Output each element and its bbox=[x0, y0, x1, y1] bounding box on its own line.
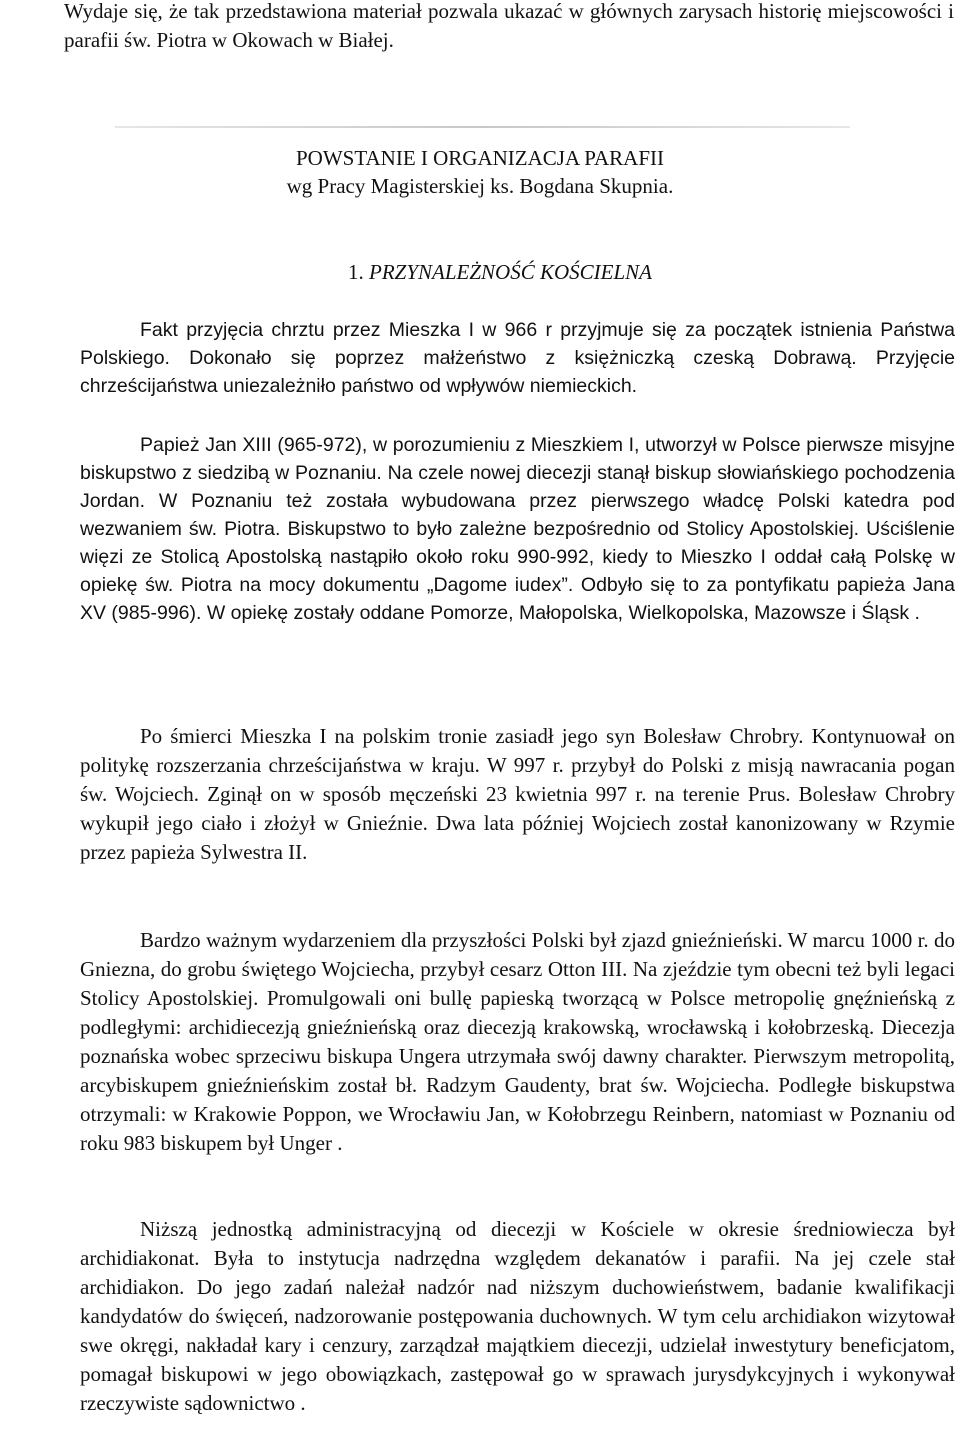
paragraph-1: Fakt przyjęcia chrztu przez Mieszka I w 966 r przyjmuje się za początek istnienia Państwa Polskiego. Dokonało się poprzez małżeństwo z księżniczką czeską Dobrawą. Przyjęcie chrześcijaństwa uniezależniło państwo od wpływów niemieckich. bbox=[80, 319, 955, 397]
paragraph-4: Bardzo ważnym wydarzeniem dla przyszłości Polski był zjazd gnieźnieński. W marcu 1000 r. do Gniezna, do grobu świętego Wojciecha, przybył cesarz Otton III. Na zjeździe tym obecni też byli legaci Stolicy Apostolskiej. Promulgowali oni bullę papieską tworzącą w Polsce metropolię gnęźnieńską z podległymi: archidiecezją gnieźnieńską oraz diecezją krakowską, wrocławską i kołobrzeską. Diecezja poznańska wobec sprzeciwu biskupa Ungera utrzymała swój dawny charakter. Pierwszym metropolitą, arcybiskupem gnieźnieńskim został bł. Radzym Gaudenty, brat św. Wojciecha. Podległe biskupstwa otrzymali: w Krakowie Poppon, we Wrocławiu Jan, w Kołobrzegu Reinbern, natomiast w Poznaniu od roku 983 biskupem był Unger . bbox=[80, 928, 955, 1155]
paragraph-3: Po śmierci Mieszka I na polskim tronie zasiadł jego syn Bolesław Chrobry. Kontynuował on politykę rozszerzania chrześcijaństwa w kraju. W 997 r. przybył do Polski z misją nawracania pogan św. Wojciech. Zginął on w sposób męczeński 23 kwietnia 997 r. na terenie Prus. Bolesław Chrobry wykupił jego ciało i złożył w Gnieźnie. Dwa lata później Wojciech został kanonizowany w Rzymie przez papieża Sylwestra II. bbox=[80, 724, 955, 864]
intro-paragraph: Wydaje się, że tak przedstawiona materiał pozwala ukazać w głównych zarysach historię miejscowości i parafii św. Piotra w Okowach w Białej. bbox=[64, 0, 954, 52]
section-heading bbox=[0, 258, 960, 286]
section-title: PRZYNALEŻNOŚĆ KOŚCIELNA bbox=[369, 260, 652, 284]
section-number: 1. bbox=[348, 260, 364, 284]
paragraph-2: Papież Jan XIII (965-972), w porozumieniu z Mieszkiem I, utworzył w Polsce pierwsze misyjne biskupstwo z siedzibą w Poznaniu. Na czele nowej diecezji stanął biskup słowiańskiego pochodzenia Jordan. W Poznaniu też została wybudowana przez pierwszego władcę Polski katedra pod wezwaniem św. Piotra. Biskupstwo to było zależne bezpośrednio od Stolicy Apostolskiej. Uściślenie więzi ze Stolicą Apostolską nastąpiło około roku 990-992, kiedy to Mieszko I oddał całą Polskę w opiekę św. Piotra na mocy dokumentu „Dagome iudex”. Odbyło się to za pontyfikatu papieża Jana XV (985-996). W opiekę zostały oddane Pomorze, Małopolska, Wielkopolska, Mazowsze i Śląsk . bbox=[80, 434, 955, 624]
paragraph-5: Niższą jednostką administracyjną od diecezji w Kościele w okresie średniowiecza był archidiakonat. Była to instytucja nadrzędna względem dekanatów i parafii. Na jej czele stał archidiakon. Do jego zadań należał nadzór nad niższym duchowieństwem, badanie kwalifikacji kandydatów do święceń, nadzorowanie postępowania duchownych. W tym celu archidiakon wizytował swe okręgi, nakładał kary i cenzury, zarządzał majątkiem diecezji, udzielał inwestytury beneficjatom, pomagał biskupowi w jego obowiązkach, zastępował go w sprawach jurysdykcyjnych i wykonywał rzeczywiste sądownictwo . bbox=[80, 1217, 955, 1415]
horizontal-divider bbox=[115, 126, 850, 128]
chapter-heading: POWSTANIE I ORGANIZACJA PARAFII bbox=[296, 146, 664, 170]
chapter-subheading: wg Pracy Magisterskiej ks. Bogdana Skupnia. bbox=[286, 174, 674, 198]
